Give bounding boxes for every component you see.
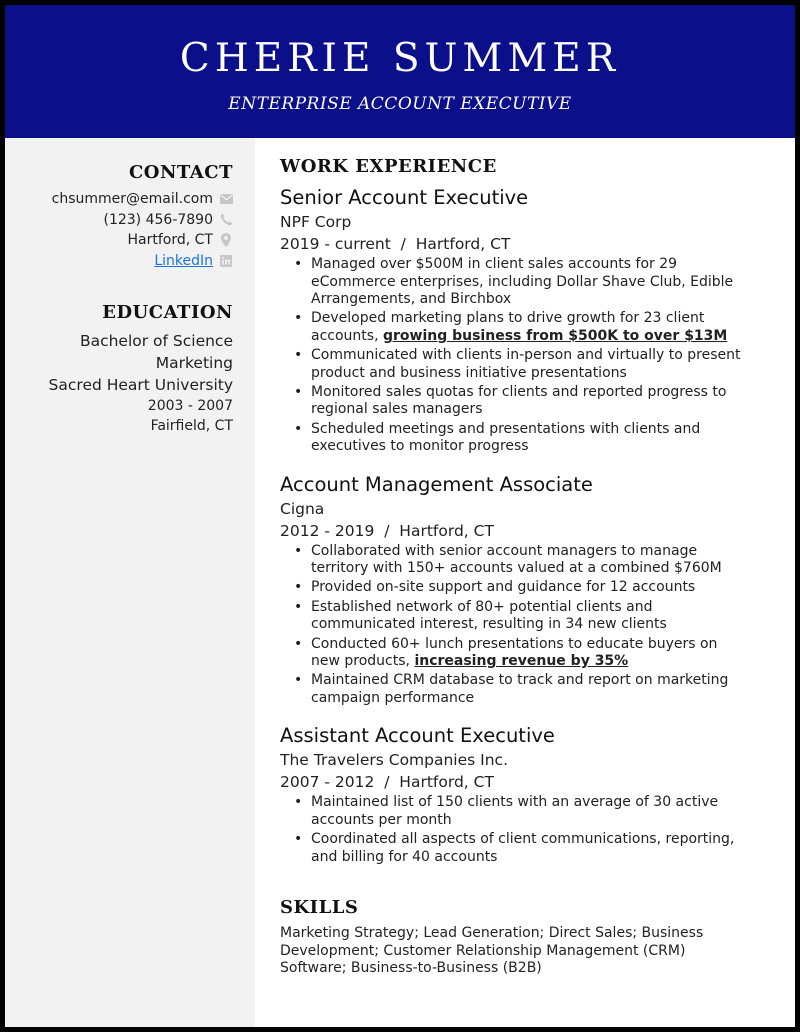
contact-section — [5, 161, 233, 271]
bullet-item: • Communicated with clients in-person and virtually to present product and business initiative presentations — [311, 347, 750, 382]
highlight-text: growing business from $500K to over $13M — [382, 327, 728, 344]
job-dates: 2012 - 2019 — [280, 521, 375, 540]
education-degree: Bachelor of Science — [79, 332, 233, 350]
job-location: Hartford, CT — [399, 773, 494, 792]
linkedin-link[interactable]: LinkedIn — [154, 252, 213, 269]
job-company: Cigna — [280, 499, 325, 518]
bullet-item: • Scheduled meetings and presentations with clients and executives to monitor progress — [311, 421, 750, 456]
dates-separator: / — [400, 235, 406, 253]
bullet-item: • Monitored sales quotas for clients and reported progress to regional sales managers — [311, 384, 750, 419]
job-dates-location — [280, 520, 750, 542]
education-location: Fairfield, CT — [150, 418, 233, 434]
candidate-title: ENTERPRISE ACCOUNT EXECUTIVE — [228, 94, 572, 114]
job-dates: 2019 - current — [280, 235, 391, 253]
bullet-item: • Developed marketing plans to drive growth for 23 client accounts, growing business from $500K to over $13M — [311, 310, 750, 345]
linkedin-icon[interactable] — [219, 254, 233, 268]
bullet-item: • Maintained CRM database to track and report on marketing campaign performance — [311, 672, 750, 707]
bullet-item: • Conducted 60+ lunch presentations to educate buyers on new products, increasing revenue by 35% — [311, 636, 750, 671]
education-school: Sacred Heart University — [48, 376, 233, 394]
bullet-item: • Established network of 80+ potential clients and communicated interest, resulting in 34 new clients — [311, 599, 750, 634]
job-location: Hartford, CT — [399, 521, 494, 540]
contact-phone — [5, 210, 233, 231]
bullet-item: • Maintained list of 150 clients with an average of 30 active accounts per month — [311, 794, 750, 829]
bullet-item: • Coordinated all aspects of client communications, reporting, and billing for 40 accounts — [311, 831, 750, 866]
job-bullets — [280, 794, 750, 866]
map-pin-icon — [219, 233, 233, 247]
education-years: 2003 - 2007 — [147, 398, 233, 414]
experience-heading: WORK EXPERIENCE — [280, 156, 497, 177]
highlight-text: increasing revenue by 35% — [414, 653, 629, 670]
job-title: Account Management Associate — [280, 472, 593, 496]
envelope-icon — [219, 192, 233, 206]
main-column — [280, 155, 750, 978]
location-text: Hartford, CT — [127, 232, 213, 249]
job-company: The Travelers Companies Inc. — [280, 751, 508, 770]
job-bullets — [280, 256, 750, 456]
contact-location — [5, 230, 233, 251]
bullet-item: • Provided on-site support and guidance for 12 accounts — [311, 579, 750, 597]
job-entry — [280, 472, 750, 708]
education-section — [5, 301, 233, 436]
job-title: Assistant Account Executive — [280, 724, 555, 748]
job-dates-location — [280, 771, 750, 793]
candidate-name: CHERIE SUMMER — [179, 36, 621, 81]
phone-text: (123) 456-7890 — [103, 211, 213, 228]
resume-page — [5, 5, 795, 1027]
skills-text: Marketing Strategy; Lead Generation; Direct Sales; Business Development; Customer Relationship Management (CRM) Software; Business-to-Business (B2B) — [280, 925, 704, 977]
sidebar — [5, 138, 255, 1027]
dates-separator: / — [384, 521, 390, 540]
job-dates: 2007 - 2012 — [280, 773, 375, 792]
dates-separator: / — [384, 773, 390, 792]
contact-heading: CONTACT — [128, 162, 233, 183]
job-entry — [280, 185, 750, 456]
job-location: Hartford, CT — [415, 235, 511, 253]
education-heading: EDUCATION — [102, 302, 233, 323]
resume-header — [5, 5, 795, 138]
job-dates-location — [280, 233, 750, 255]
job-company: NPF Corp — [280, 213, 352, 231]
skills-section — [280, 896, 750, 978]
bullet-item: • Managed over $500M in client sales accounts for 29 eCommerce enterprises, including Dollar Shave Club, Edible Arrangements, and Birchbox — [311, 256, 750, 309]
phone-icon — [219, 213, 233, 227]
contact-linkedin[interactable] — [5, 251, 233, 272]
bullet-item: • Collaborated with senior account managers to manage territory with 150+ accounts valued at a combined $760M — [311, 543, 750, 578]
job-entry — [280, 723, 750, 866]
skills-heading: SKILLS — [280, 897, 359, 919]
job-title: Senior Account Executive — [280, 186, 529, 209]
job-bullets — [280, 543, 750, 708]
education-major: Marketing — [155, 354, 233, 372]
email-text: chsummer@email.com — [51, 191, 213, 208]
contact-email — [5, 189, 233, 210]
